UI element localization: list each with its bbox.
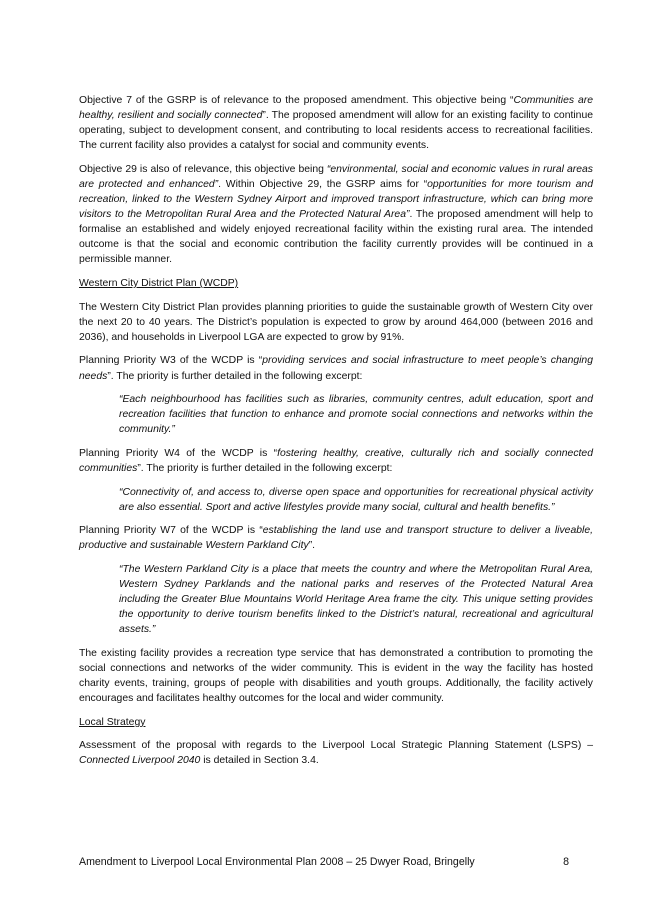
paragraph-priority-w4 — [79, 446, 593, 476]
page-number: 8 — [563, 856, 569, 868]
footer-title: Amendment to Liverpool Local Environmental Plan 2008 – 25 Dwyer Road, Bringelly — [79, 856, 475, 868]
excerpt-text: “Connectivity of, and access to, diverse open space and opportunities for recreational physical activity are also essential. Sport and active lifestyles provide many social, cultural and health benefits.” — [119, 486, 593, 513]
text-run: Assessment of the proposal with regards to the Liverpool Local Strategic Planning Statement (LSPS) – — [79, 740, 593, 752]
paragraph-priority-w7 — [79, 523, 593, 553]
excerpt-w4 — [119, 485, 593, 515]
heading-local-strategy: Local Strategy — [79, 716, 146, 728]
italic-quote: Communities are healthy, resilient and socially connected — [79, 95, 593, 122]
italic-quote: “environmental, social and economic values in rural areas are protected and enhanced” — [79, 163, 593, 190]
paragraph-objective-29 — [79, 162, 593, 268]
italic-title: Connected Liverpool 2040 — [79, 755, 201, 767]
text-run: . The proposed amendment will help to formalise an established and widely enjoyed recreational facility within the existing rural area. The intended outcome is that the social and economic contribution the facility currently provides will be continued in a permissible manner. — [79, 209, 593, 266]
text-run: . Within Objective 29, the GSRP aims for “ — [218, 178, 428, 190]
italic-quote: providing services and social infrastructure to meet people’s changing needs — [79, 355, 593, 382]
text-run: ”. The priority is further detailed in the following excerpt: — [137, 462, 393, 474]
italic-quote: opportunities for more tourism and recreation, linked to the Western Sydney Airport and improved transport infrastructure, which can bring more visitors to the Metropolitan Rural Area and the Protected Natural Area” — [79, 178, 593, 221]
paragraph-lsps — [79, 738, 593, 768]
text-run: is detailed in Section 3.4. — [200, 755, 319, 767]
text-run: Planning Priority W3 of the WCDP is “ — [79, 355, 263, 367]
paragraph-objective-7 — [79, 93, 593, 153]
text-run: Objective 7 of the GSRP is of relevance to the proposed amendment. This objective being “ — [79, 95, 514, 106]
page-footer — [79, 856, 569, 868]
italic-quote: fostering healthy, creative, culturally rich and socially connected communities — [79, 447, 593, 474]
document-body — [79, 93, 593, 777]
excerpt-text: “Each neighbourhood has facilities such as libraries, community centres, adult education, sport and recreation facilities that function to enhance and promote social connections and networks within the community.” — [119, 394, 593, 436]
heading-wcdp: Western City District Plan (WCDP) — [79, 278, 239, 290]
text-run: Planning Priority W4 of the WCDP is “ — [79, 447, 278, 459]
paragraph-priority-w3 — [79, 353, 593, 383]
text-run: ”. The priority is further detailed in the following excerpt: — [107, 370, 363, 382]
text-run: Planning Priority W7 of the WCDP is “ — [79, 525, 263, 537]
excerpt-text: “The Western Parkland City is a place that meets the country and where the Metropolitan Rural Area, Western Sydney Parklands and the national parks and reserves of the Protected Natural Area including the Greater Blue Mountains World Heritage Area frame the city. This unique setting provides the opportunity to derive tourism benefits linked to the District’s natural, recreational and agricultural assets.” — [119, 563, 593, 636]
italic-quote: establishing the land use and transport structure to deliver a liveable, productive and sustainable Western Parkland City — [79, 525, 593, 552]
text-run: ”. — [308, 540, 316, 552]
excerpt-w3 — [119, 392, 593, 437]
text-run: Objective 29 is also of relevance, this objective being — [79, 163, 327, 175]
text-run: ”. The proposed amendment will allow for an existing facility to continue operating, subject to development consent, and contributing to local residents access to recreational facilities. The current facility also provides a catalyst for social and community events. — [79, 110, 594, 152]
paragraph-existing-facility: The existing facility provides a recreation type service that has demonstrated a contribution to promoting the social connections and networks of the wider community. This is evident in the way the facility has hosted charity events, training, groups of people with disabilities and youth groups. Additionally, the facility actively encourages and facilitates healthy outcomes for the local and wider community. — [79, 647, 593, 705]
excerpt-w7 — [119, 562, 593, 637]
paragraph-wcdp-intro: The Western City District Plan provides planning priorities to guide the sustainable growth of Western City over the next 20 to 40 years. The District’s population is expected to grow by around 464,000 (between 2016 and 2036), and households in Liverpool LGA are expected to grow by 91%. — [79, 301, 593, 343]
